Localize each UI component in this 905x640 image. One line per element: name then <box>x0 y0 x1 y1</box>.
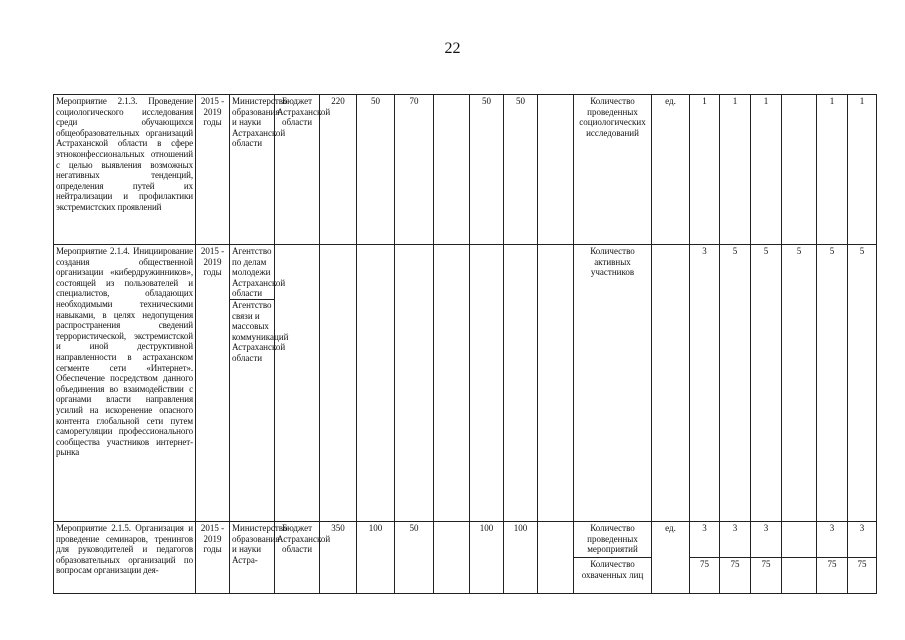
measure-executor: Министерство образования и науки Астра- <box>230 522 275 594</box>
measures-table <box>53 94 877 594</box>
funding-2020 <box>538 522 574 594</box>
funding-2017 <box>434 245 470 522</box>
indicator-value: 5 <box>782 245 817 522</box>
executor-youth-agency: Агентство по делам молодежи Астраханской области <box>232 246 286 299</box>
indicator-value: 1 <box>690 95 720 245</box>
funding-2017 <box>434 522 470 594</box>
indicator-unit: ед. <box>652 95 690 245</box>
indicator-value: 1 <box>751 95 782 245</box>
executor-communications-agency: Агентство связи и массовых коммуникаций Астраханской области <box>232 299 289 363</box>
funding-total <box>320 245 357 522</box>
indicator-value: 75 <box>720 558 751 594</box>
indicator-value: 3 <box>690 522 720 558</box>
measure-period: 2015 - 2019 годы <box>196 245 230 522</box>
funding-2018 <box>470 245 504 522</box>
indicator-name: Количество активных участников <box>574 245 652 522</box>
indicator-value: 75 <box>817 558 848 594</box>
indicator-value: 3 <box>848 522 877 558</box>
indicator-value: 75 <box>751 558 782 594</box>
funding-total: 350 <box>320 522 357 594</box>
indicator-value <box>782 95 817 245</box>
indicator-unit <box>652 245 690 522</box>
indicator-value: 75 <box>848 558 877 594</box>
page-number: 22 <box>444 40 461 57</box>
funding-2020 <box>538 95 574 245</box>
funding-source: Бюджет Астраханской области <box>275 95 320 245</box>
funding-2015: 100 <box>357 522 395 594</box>
measure-period: 2015 - 2019 годы <box>196 95 230 245</box>
funding-2020 <box>538 245 574 522</box>
indicator-value: 3 <box>720 522 751 558</box>
indicator-value: 75 <box>690 558 720 594</box>
funding-2019: 100 <box>504 522 538 594</box>
indicator-value <box>782 522 817 558</box>
indicator-value: 3 <box>751 522 782 558</box>
funding-2017 <box>434 95 470 245</box>
indicator-value: 1 <box>720 95 751 245</box>
funding-2018: 100 <box>470 522 504 594</box>
indicator-value: 5 <box>848 245 877 522</box>
indicator-value: 3 <box>690 245 720 522</box>
indicator-value: 5 <box>817 245 848 522</box>
funding-2016: 50 <box>395 522 434 594</box>
indicator-value: 3 <box>817 522 848 558</box>
table-row <box>54 95 877 245</box>
indicator-value: 5 <box>751 245 782 522</box>
indicator-value: 1 <box>817 95 848 245</box>
measure-name: Мероприятие 2.1.5. Организация и проведение семинаров, тренингов для руководителей и педагогов образовательных организаций по вопросам организации дея- <box>54 522 196 594</box>
funding-2018: 50 <box>470 95 504 245</box>
indicator-value <box>782 558 817 594</box>
indicator-name: Количество проведенных мероприятий <box>574 522 652 558</box>
measure-executor: Министерство образования и науки Астраханской области <box>230 95 275 245</box>
funding-total: 220 <box>320 95 357 245</box>
measure-name: Мероприятие 2.1.3. Проведение социологического исследования среди обучающихся общеобразовательных организаций Астраханской области в сфере этноконфессиональных отношений с целью выявления возможных негативных тенденций, определения путей их нейтрализации и профилактики экстремистских проявлений <box>54 95 196 245</box>
indicator-unit: ед. <box>652 522 690 594</box>
funding-2016 <box>395 245 434 522</box>
table-row <box>54 522 877 558</box>
indicator-name: Количество охваченных лиц <box>574 558 652 594</box>
measure-name: Мероприятие 2.1.4. Инициирование создания общественной организации «кибердружинников», состоящей из пользователей и специалистов, обладающих необходимыми техническими навыками, в целях недопущения распространения сведений террористической, экстремистской и иной деструктивной направленности в астраханском сегменте сети «Интернет». Обеспечение посредством данного объединения во взаимодействии с органами власти направления усилий на искоренение опасного контента глобальной сети путем саморегуляции профессионального сообщества участников интернет-рынка <box>54 245 196 522</box>
indicator-name: Количество проведенных социологических исследований <box>574 95 652 245</box>
funding-2016: 70 <box>395 95 434 245</box>
table-row <box>54 245 877 522</box>
funding-2019 <box>504 245 538 522</box>
indicator-value: 5 <box>720 245 751 522</box>
funding-2015 <box>357 245 395 522</box>
measure-period: 2015 - 2019 годы <box>196 522 230 594</box>
funding-source: Бюджет Астраханской области <box>275 522 320 594</box>
measure-executor <box>230 245 289 522</box>
funding-2015: 50 <box>357 95 395 245</box>
indicator-value: 1 <box>848 95 877 245</box>
funding-2019: 50 <box>504 95 538 245</box>
